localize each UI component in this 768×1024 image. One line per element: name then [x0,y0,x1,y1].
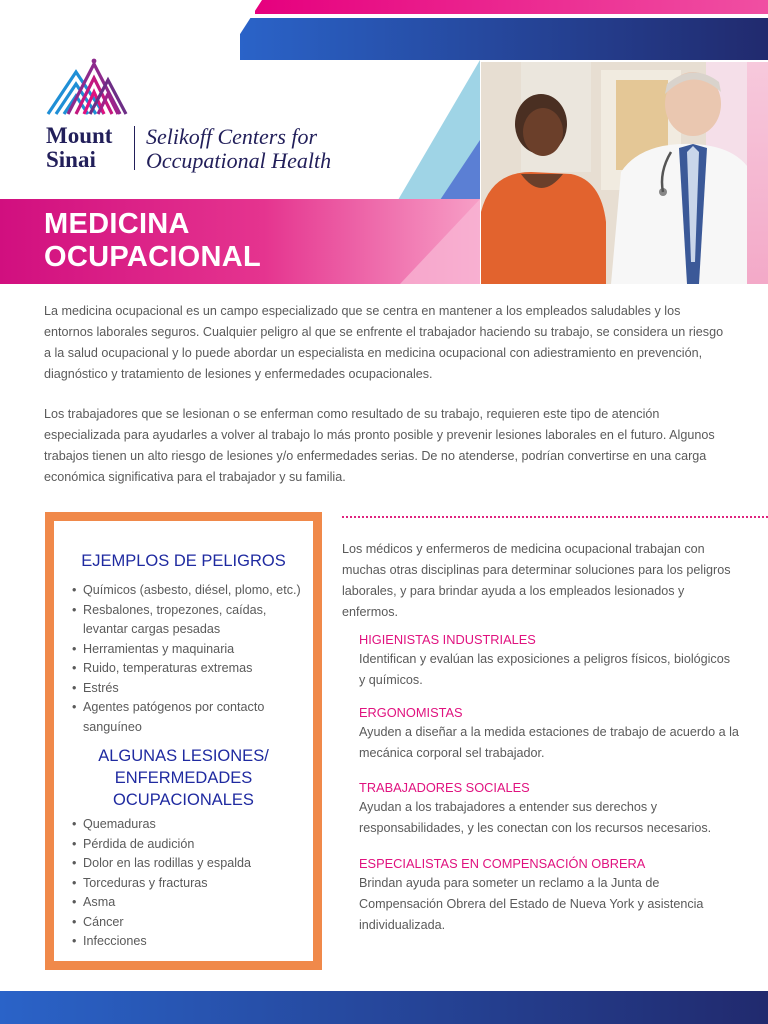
role-social-workers [359,779,739,839]
title-banner-slant [400,199,480,284]
role-text: Identifican y evalúan las exposiciones a peligros físicos, biológicos y químicos. [359,652,731,687]
page-title: MEDICINA OCUPACIONAL [44,208,262,273]
hazards-injuries-box [45,512,322,970]
intro-paragraph-1: La medicina ocupacional es un campo especializado que se centra en mantener a los empleados saludables y los entornos laborales seguros. Cualquier peligro al que se enfrente el trabajador haciendo su trabajo, se considera un riesgo a la salud ocupacional y lo puede abordar un especialista en medicina ocupacional con adiestramiento en prevención, diagnóstico y tratamiento de lesiones y enfermedades ocupacionales. [44,304,724,381]
top-blue-band [240,18,768,60]
list-item: • Infecciones [72,932,308,952]
bottom-blue-band [0,991,768,1024]
top-band-cut [222,0,262,62]
list-item: • Pérdida de audición [72,835,308,855]
photo-illustration [481,62,768,284]
centers-name: Selikoff Centers for Occupational Health [146,124,332,173]
brand-name: Mount Sinai [46,123,113,172]
list-item: • Dolor en las rodillas y espalda [72,854,308,874]
list-item: • Quemaduras [72,815,308,835]
decorative-blue-triangle [440,140,480,200]
photo-pink-strip [747,62,768,284]
role-title: TRABAJADORES SOCIALES [359,780,530,795]
list-item: • Estrés [72,679,308,699]
logo-divider [134,126,135,170]
role-compensation-specialists [359,855,739,936]
role-title: ERGONOMISTAS [359,705,463,720]
injuries-heading: ALGUNAS LESIONES/ ENFERMEDADES OCUPACIONALES [98,747,269,809]
list-item: • Agentes patógenos por contacto sanguíneo [72,698,308,737]
list-item: • Asma [72,893,308,913]
hazards-list [72,581,308,737]
list-item: • Cáncer [72,913,308,933]
dotted-divider [342,516,768,518]
role-text: Ayuden a diseñar a la medida estaciones de trabajo de acuerdo a la mecánica corporal sel trabajador. [359,725,739,760]
role-text: Ayudan a los trabajadores a entender sus derechos y responsabilidades, y les conectan con los recursos necesarios. [359,800,712,835]
list-item: • Herramientas y maquinaria [72,640,308,660]
list-item: • Torceduras y fracturas [72,874,308,894]
injuries-list [72,815,308,952]
role-text: Brindan ayuda para someter un reclamo a la Junta de Compensación Obrera del Estado de Nueva York y asistencia individualizada. [359,876,704,932]
disciplines-intro: Los médicos y enfermeros de medicina ocupacional trabajan con muchas otras disciplinas para determinar soluciones para los peligros laborales, y para brindar ayuda a los empleados lesionados y enfermos. [342,542,731,619]
intro-paragraph-2: Los trabajadores que se lesionan o se enferman como resultado de su trabajo, requieren este tipo de atención especializada para ayudarles a volver al trabajo lo más pronto posible y prevenir lesiones laborales en el futuro. Algunos trabajos tienen un alto riesgo de lesiones y/o enfermedades serias. De no atenderse, podrían convertirse en una carga económica significativa para el trabajador y su familia. [44,407,715,484]
mount-sinai-logo-icon [46,58,136,116]
hazards-heading: EJEMPLOS DE PELIGROS [81,552,286,570]
list-item: • Resbalones, tropezones, caídas, levantar cargas pesadas [72,601,308,640]
list-item: • Ruido, temperaturas extremas [72,659,308,679]
list-item: • Químicos (asbesto, diésel, plomo, etc.) [72,581,308,601]
role-title: HIGIENISTAS INDUSTRIALES [359,632,536,647]
role-industrial-hygienists [359,631,739,691]
doctor-patient-photo [481,62,768,284]
role-ergonomists [359,704,739,764]
top-pink-band [255,0,768,14]
role-title: ESPECIALISTAS EN COMPENSACIÓN OBRERA [359,856,646,871]
